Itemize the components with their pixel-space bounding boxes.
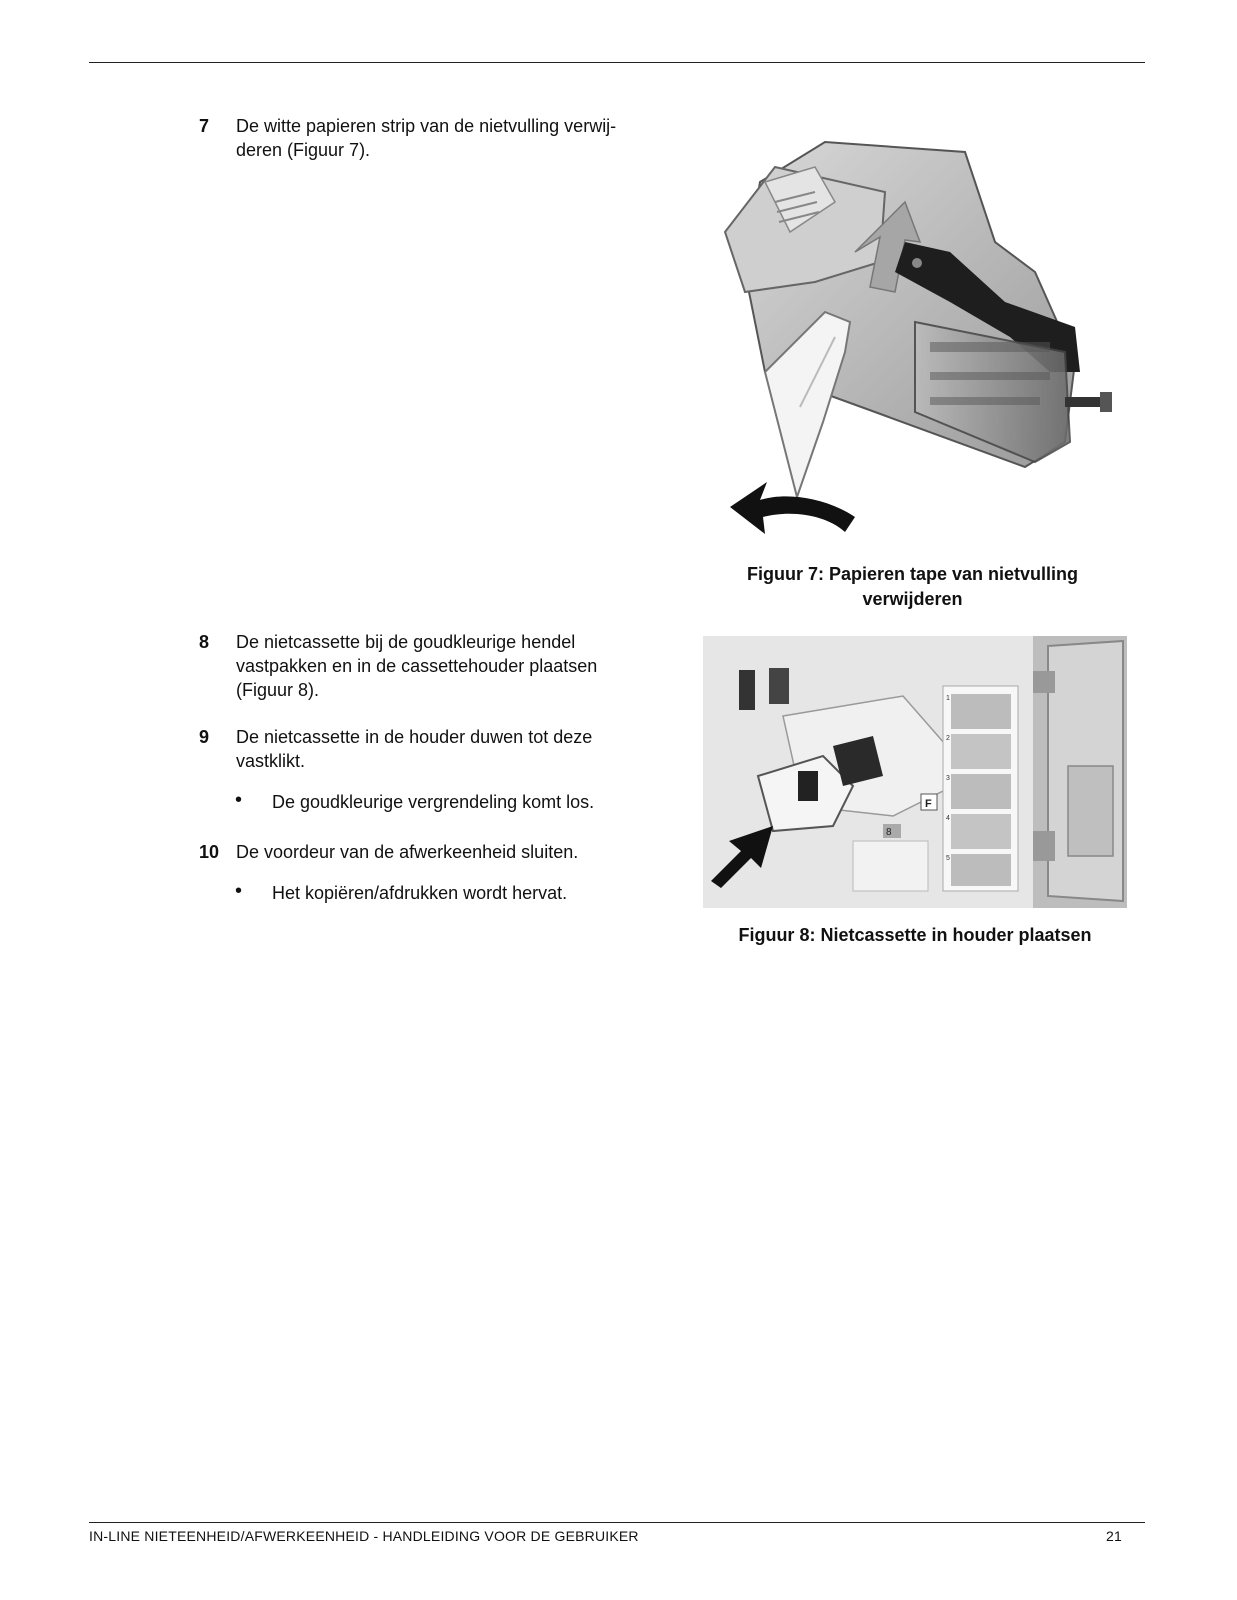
figure-7-staple-cartridge-photo xyxy=(705,122,1125,552)
bullet-symbol: • xyxy=(235,789,243,811)
bullet-symbol: • xyxy=(235,880,243,902)
step-10 xyxy=(199,840,669,864)
figure-8-8-label: 8 xyxy=(886,827,892,838)
figure-8-step-2-label: 2 xyxy=(946,735,950,742)
footer-title: IN-LINE NIETEENHEID/AFWERKEENHEID - HANDLEIDING VOOR DE GEBRUIKER xyxy=(89,1528,639,1544)
bullet-text: Het kopiëren/afdrukken wordt hervat. xyxy=(272,883,568,903)
step-8 xyxy=(199,630,669,702)
figure-8-finisher-photo xyxy=(703,636,1127,908)
bullet-text: De goudkleurige vergrendeling komt los. xyxy=(272,792,595,812)
step-text: De witte papieren strip van de nietvulling verwij-deren (Figuur 7). xyxy=(236,116,617,160)
bullet-item xyxy=(235,790,665,814)
step-7 xyxy=(199,114,669,162)
step-text: De voordeur van de afwerkeenheid sluiten. xyxy=(236,842,579,862)
step-text: De nietcassette in de houder duwen tot deze vastklikt. xyxy=(236,727,593,771)
figure-8-step-4-label: 4 xyxy=(946,815,950,822)
figure-7-caption-line-2: verwijderen xyxy=(862,589,963,609)
figure-7-caption-line-1: Figuur 7: Papieren tape van nietvulling xyxy=(746,564,1079,584)
step-number: 8 xyxy=(199,632,210,652)
figure-8-caption: Figuur 8: Nietcassette in houder plaatsen xyxy=(738,925,1092,945)
footer-rule xyxy=(89,1522,1145,1523)
figure-8-step-1-label: 1 xyxy=(946,695,950,702)
page-number: 21 xyxy=(1106,1528,1122,1544)
step-number: 9 xyxy=(199,727,210,747)
step-text: De nietcassette bij de goudkleurige hendel vastpakken en in de cassettehouder plaatsen (Figuur 8). xyxy=(236,632,598,700)
step-number: 10 xyxy=(199,842,220,862)
header-rule xyxy=(89,62,1145,63)
figure-8-f-label: F xyxy=(925,798,932,810)
figure-8-step-3-label: 3 xyxy=(946,775,950,782)
bullet-item xyxy=(235,881,665,905)
step-number: 7 xyxy=(199,116,210,136)
step-9 xyxy=(199,725,669,773)
figure-7-caption xyxy=(700,562,1125,612)
figure-8-step-5-label: 5 xyxy=(946,855,950,862)
